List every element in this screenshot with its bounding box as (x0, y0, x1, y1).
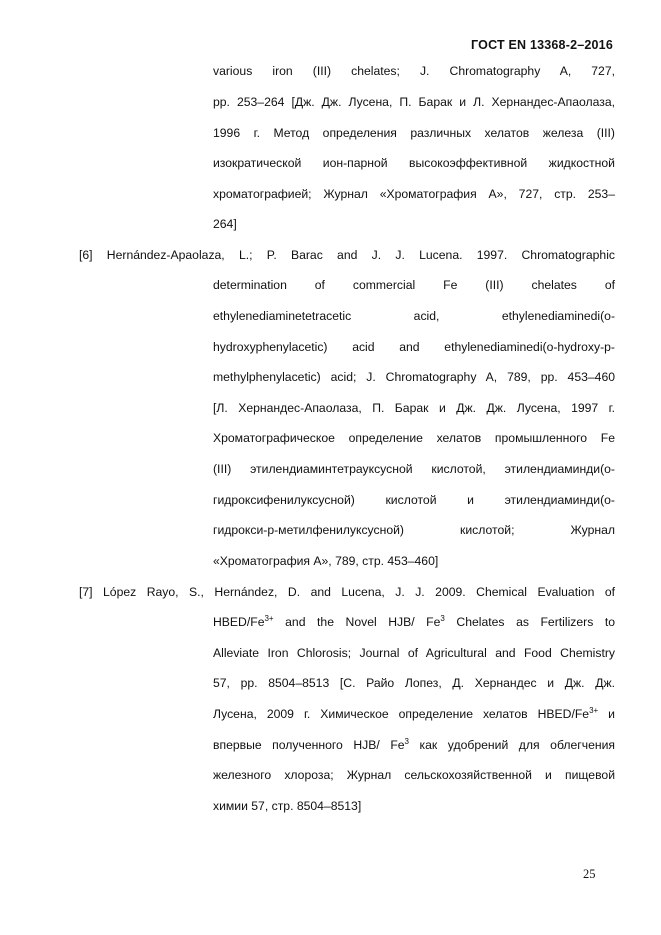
ref6-line-10: гидрокси-р-метилфенилуксусной) кислотой; Журнал (213, 523, 615, 537)
ref7-line-1: [7] López Rayo, S., Hernández, D. and Lucena, J. J. 2009. Chemical Evaluation of (79, 585, 615, 599)
ref6-line-11: «Хроматография А», 789, стр. 453–460] (213, 554, 439, 568)
ref6-line-4: hydroxyphenylacetic) acid and ethylenediaminedi(o-hydroxy-p- (213, 340, 615, 354)
ref7-line-7: железного хлороза; Журнал сельскохозяйственной и пищевой (213, 768, 615, 782)
ref6-line-5: methylphenylacetic) acid; J. Chromatography A, 789, pp. 453–460 (213, 370, 615, 384)
ref7-line-8: химии 57, стр. 8504–8513] (213, 799, 362, 813)
superscript: 3+ (589, 705, 599, 715)
ref7-line-2-a: HBED/Fe (213, 615, 265, 629)
ref5-line-6: 264] (213, 217, 237, 231)
ref5-line-4: изократической ион-парной высокоэффективной жидкостной (213, 156, 615, 170)
ref7-line-2 (213, 607, 615, 638)
ref7-line-5-b: и (598, 707, 615, 721)
ref6-line-7: Хроматографическое определение хелатов промышленного Fe (213, 431, 615, 445)
ref5-line-5: хроматографией; Журнал «Хроматография А», 727, стр. 253– (213, 187, 615, 201)
ref7-line-2-c: Chelates as Fertilizers to (444, 615, 616, 629)
ref6-line-1: [6] Hernández-Apaolaza, L.; P. Barac and J. J. Lucena. 1997. Chromatographic (79, 248, 615, 262)
ref7-line-2-b: and the Novel HJB/ Fe (273, 615, 441, 629)
ref7-line-4: 57, pp. 8504–8513 [С. Райо Лопез, Д. Хернандес и Дж. Дж. (213, 676, 615, 690)
ref6-line-6: [Л. Хернандес-Апаолаза, П. Барак и Дж. Дж. Лусена, 1997 г. (213, 401, 615, 415)
ref7-line-6 (213, 730, 615, 761)
superscript: 3 (404, 736, 409, 746)
ref5-line-3: 1996 г. Метод определения различных хелатов железа (III) (213, 126, 615, 140)
ref5-line-1: various iron (III) chelates; J. Chromatography A, 727, (213, 64, 615, 78)
ref6-line-2: determination of commercial Fe (III) chelates of (213, 278, 615, 292)
ref7-line-5-a: Лусена, 2009 г. Химическое определение хелатов HBED/Fe (213, 707, 590, 721)
superscript: 3 (440, 613, 445, 623)
ref7-line-6-b: как удобрений для облегчения (409, 738, 615, 752)
ref6-line-3: ethylenediaminetetracetic acid, ethylenediaminedi(o- (213, 309, 615, 323)
standard-header: ГОСТ EN 13368-2–2016 (471, 38, 613, 52)
ref7-line-6-a: впервые полученного HJB/ Fe (213, 738, 405, 752)
superscript: 3+ (264, 613, 274, 623)
ref5-line-2: pp. 253–264 [Дж. Дж. Лусена, П. Барак и Л. Хернандес-Апаолаза, (213, 95, 615, 109)
ref7-line-5 (213, 699, 615, 730)
ref6-line-8: (III) этилендиаминтетрауксусной кислотой, этилендиаминди(о- (213, 462, 615, 476)
page-number: 25 (583, 867, 596, 881)
ref7-line-3: Alleviate Iron Chlorosis; Journal of Agricultural and Food Chemistry (213, 646, 615, 660)
ref6-line-9: гидроксифенилуксусной) кислотой и этилендиаминди(о- (213, 493, 615, 507)
